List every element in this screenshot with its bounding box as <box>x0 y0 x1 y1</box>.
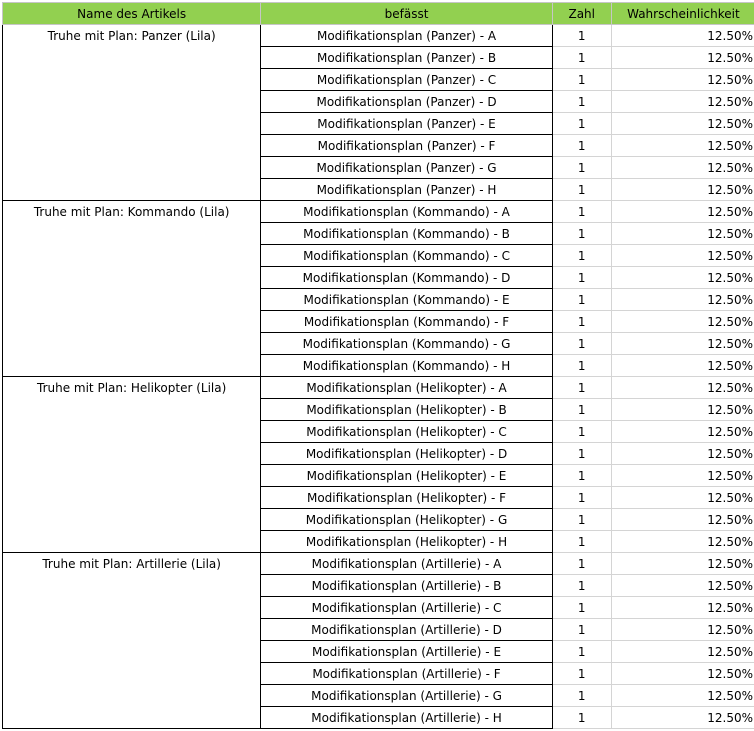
empty-name-cell <box>3 69 261 91</box>
table-row <box>3 685 754 707</box>
item-name-cell: Truhe mit Plan: Helikopter (Lila) <box>3 377 261 399</box>
probability-cell: 12.50% <box>611 223 754 245</box>
count-cell: 1 <box>552 465 611 487</box>
includes-cell: Modifikationsplan (Artillerie) - F <box>261 663 552 685</box>
table-row <box>3 47 754 69</box>
table-row <box>3 421 754 443</box>
includes-cell: Modifikationsplan (Panzer) - D <box>261 91 552 113</box>
probability-cell: 12.50% <box>611 597 754 619</box>
includes-cell: Modifikationsplan (Helikopter) - B <box>261 399 552 421</box>
includes-cell: Modifikationsplan (Panzer) - H <box>261 179 552 201</box>
count-cell: 1 <box>552 685 611 707</box>
empty-name-cell <box>3 179 261 201</box>
table-row <box>3 575 754 597</box>
probability-cell: 12.50% <box>611 575 754 597</box>
table-row <box>3 179 754 201</box>
probability-cell: 12.50% <box>611 25 754 47</box>
header-row <box>3 3 754 25</box>
includes-cell: Modifikationsplan (Kommando) - H <box>261 355 552 377</box>
includes-cell: Modifikationsplan (Artillerie) - C <box>261 597 552 619</box>
empty-name-cell <box>3 707 261 729</box>
table-row <box>3 377 754 399</box>
probability-cell: 12.50% <box>611 91 754 113</box>
probability-cell: 12.50% <box>611 421 754 443</box>
empty-name-cell <box>3 663 261 685</box>
probability-cell: 12.50% <box>611 685 754 707</box>
table-row <box>3 157 754 179</box>
empty-name-cell <box>3 641 261 663</box>
header-item-name: Name des Artikels <box>3 3 261 25</box>
table-row <box>3 135 754 157</box>
count-cell: 1 <box>552 113 611 135</box>
table-row <box>3 465 754 487</box>
includes-cell: Modifikationsplan (Panzer) - G <box>261 157 552 179</box>
probability-cell: 12.50% <box>611 443 754 465</box>
probability-cell: 12.50% <box>611 641 754 663</box>
header-includes: befässt <box>261 3 552 25</box>
table-row <box>3 619 754 641</box>
count-cell: 1 <box>552 553 611 575</box>
probability-cell: 12.50% <box>611 69 754 91</box>
table-body <box>3 25 754 729</box>
probability-cell: 12.50% <box>611 531 754 553</box>
count-cell: 1 <box>552 575 611 597</box>
count-cell: 1 <box>552 333 611 355</box>
empty-name-cell <box>3 47 261 69</box>
empty-name-cell <box>3 289 261 311</box>
probability-cell: 12.50% <box>611 487 754 509</box>
table-row <box>3 707 754 729</box>
includes-cell: Modifikationsplan (Kommando) - A <box>261 201 552 223</box>
empty-name-cell <box>3 685 261 707</box>
loot-table <box>2 2 754 729</box>
count-cell: 1 <box>552 399 611 421</box>
probability-cell: 12.50% <box>611 157 754 179</box>
probability-cell: 12.50% <box>611 311 754 333</box>
count-cell: 1 <box>552 201 611 223</box>
probability-cell: 12.50% <box>611 355 754 377</box>
table-row <box>3 91 754 113</box>
includes-cell: Modifikationsplan (Helikopter) - A <box>261 377 552 399</box>
includes-cell: Modifikationsplan (Panzer) - E <box>261 113 552 135</box>
count-cell: 1 <box>552 311 611 333</box>
probability-cell: 12.50% <box>611 267 754 289</box>
includes-cell: Modifikationsplan (Artillerie) - H <box>261 707 552 729</box>
table-row <box>3 509 754 531</box>
empty-name-cell <box>3 245 261 267</box>
includes-cell: Modifikationsplan (Helikopter) - F <box>261 487 552 509</box>
count-cell: 1 <box>552 267 611 289</box>
table-row <box>3 289 754 311</box>
count-cell: 1 <box>552 619 611 641</box>
table-row <box>3 597 754 619</box>
count-cell: 1 <box>552 289 611 311</box>
count-cell: 1 <box>552 707 611 729</box>
count-cell: 1 <box>552 179 611 201</box>
empty-name-cell <box>3 531 261 553</box>
probability-cell: 12.50% <box>611 619 754 641</box>
includes-cell: Modifikationsplan (Artillerie) - E <box>261 641 552 663</box>
table-row <box>3 641 754 663</box>
includes-cell: Modifikationsplan (Artillerie) - D <box>261 619 552 641</box>
includes-cell: Modifikationsplan (Panzer) - A <box>261 25 552 47</box>
table-row <box>3 333 754 355</box>
includes-cell: Modifikationsplan (Panzer) - B <box>261 47 552 69</box>
empty-name-cell <box>3 135 261 157</box>
table-row <box>3 223 754 245</box>
empty-name-cell <box>3 113 261 135</box>
includes-cell: Modifikationsplan (Helikopter) - G <box>261 509 552 531</box>
count-cell: 1 <box>552 91 611 113</box>
header-count: Zahl <box>552 3 611 25</box>
probability-cell: 12.50% <box>611 707 754 729</box>
probability-cell: 12.50% <box>611 663 754 685</box>
count-cell: 1 <box>552 443 611 465</box>
empty-name-cell <box>3 267 261 289</box>
empty-name-cell <box>3 575 261 597</box>
count-cell: 1 <box>552 421 611 443</box>
includes-cell: Modifikationsplan (Helikopter) - C <box>261 421 552 443</box>
table-row <box>3 311 754 333</box>
count-cell: 1 <box>552 25 611 47</box>
probability-cell: 12.50% <box>611 179 754 201</box>
count-cell: 1 <box>552 69 611 91</box>
probability-cell: 12.50% <box>611 509 754 531</box>
count-cell: 1 <box>552 377 611 399</box>
table-row <box>3 267 754 289</box>
includes-cell: Modifikationsplan (Artillerie) - G <box>261 685 552 707</box>
item-name-cell: Truhe mit Plan: Kommando (Lila) <box>3 201 261 223</box>
empty-name-cell <box>3 157 261 179</box>
count-cell: 1 <box>552 157 611 179</box>
count-cell: 1 <box>552 355 611 377</box>
probability-cell: 12.50% <box>611 245 754 267</box>
probability-cell: 12.50% <box>611 47 754 69</box>
table-row <box>3 113 754 135</box>
count-cell: 1 <box>552 245 611 267</box>
table-row <box>3 25 754 47</box>
empty-name-cell <box>3 465 261 487</box>
empty-name-cell <box>3 597 261 619</box>
table-row <box>3 399 754 421</box>
table-row <box>3 201 754 223</box>
probability-cell: 12.50% <box>611 135 754 157</box>
empty-name-cell <box>3 223 261 245</box>
table-row <box>3 245 754 267</box>
item-name-cell: Truhe mit Plan: Panzer (Lila) <box>3 25 261 47</box>
count-cell: 1 <box>552 509 611 531</box>
probability-cell: 12.50% <box>611 399 754 421</box>
count-cell: 1 <box>552 641 611 663</box>
empty-name-cell <box>3 311 261 333</box>
includes-cell: Modifikationsplan (Kommando) - F <box>261 311 552 333</box>
count-cell: 1 <box>552 223 611 245</box>
table-row <box>3 355 754 377</box>
count-cell: 1 <box>552 47 611 69</box>
empty-name-cell <box>3 443 261 465</box>
includes-cell: Modifikationsplan (Panzer) - C <box>261 69 552 91</box>
count-cell: 1 <box>552 487 611 509</box>
empty-name-cell <box>3 333 261 355</box>
empty-name-cell <box>3 487 261 509</box>
includes-cell: Modifikationsplan (Artillerie) - A <box>261 553 552 575</box>
count-cell: 1 <box>552 531 611 553</box>
probability-cell: 12.50% <box>611 113 754 135</box>
probability-cell: 12.50% <box>611 553 754 575</box>
probability-cell: 12.50% <box>611 201 754 223</box>
includes-cell: Modifikationsplan (Kommando) - B <box>261 223 552 245</box>
includes-cell: Modifikationsplan (Artillerie) - B <box>261 575 552 597</box>
includes-cell: Modifikationsplan (Kommando) - D <box>261 267 552 289</box>
header-probability: Wahrscheinlichkeit <box>611 3 754 25</box>
includes-cell: Modifikationsplan (Kommando) - C <box>261 245 552 267</box>
empty-name-cell <box>3 619 261 641</box>
empty-name-cell <box>3 355 261 377</box>
item-name-cell: Truhe mit Plan: Artillerie (Lila) <box>3 553 261 575</box>
table-row <box>3 663 754 685</box>
probability-cell: 12.50% <box>611 377 754 399</box>
table-row <box>3 69 754 91</box>
includes-cell: Modifikationsplan (Helikopter) - H <box>261 531 552 553</box>
includes-cell: Modifikationsplan (Helikopter) - E <box>261 465 552 487</box>
probability-cell: 12.50% <box>611 333 754 355</box>
empty-name-cell <box>3 509 261 531</box>
empty-name-cell <box>3 421 261 443</box>
table-row <box>3 443 754 465</box>
includes-cell: Modifikationsplan (Panzer) - F <box>261 135 552 157</box>
table-row <box>3 553 754 575</box>
includes-cell: Modifikationsplan (Kommando) - E <box>261 289 552 311</box>
count-cell: 1 <box>552 597 611 619</box>
count-cell: 1 <box>552 135 611 157</box>
includes-cell: Modifikationsplan (Kommando) - G <box>261 333 552 355</box>
table-row <box>3 487 754 509</box>
count-cell: 1 <box>552 663 611 685</box>
probability-cell: 12.50% <box>611 289 754 311</box>
empty-name-cell <box>3 399 261 421</box>
table-row <box>3 531 754 553</box>
includes-cell: Modifikationsplan (Helikopter) - D <box>261 443 552 465</box>
empty-name-cell <box>3 91 261 113</box>
probability-cell: 12.50% <box>611 465 754 487</box>
